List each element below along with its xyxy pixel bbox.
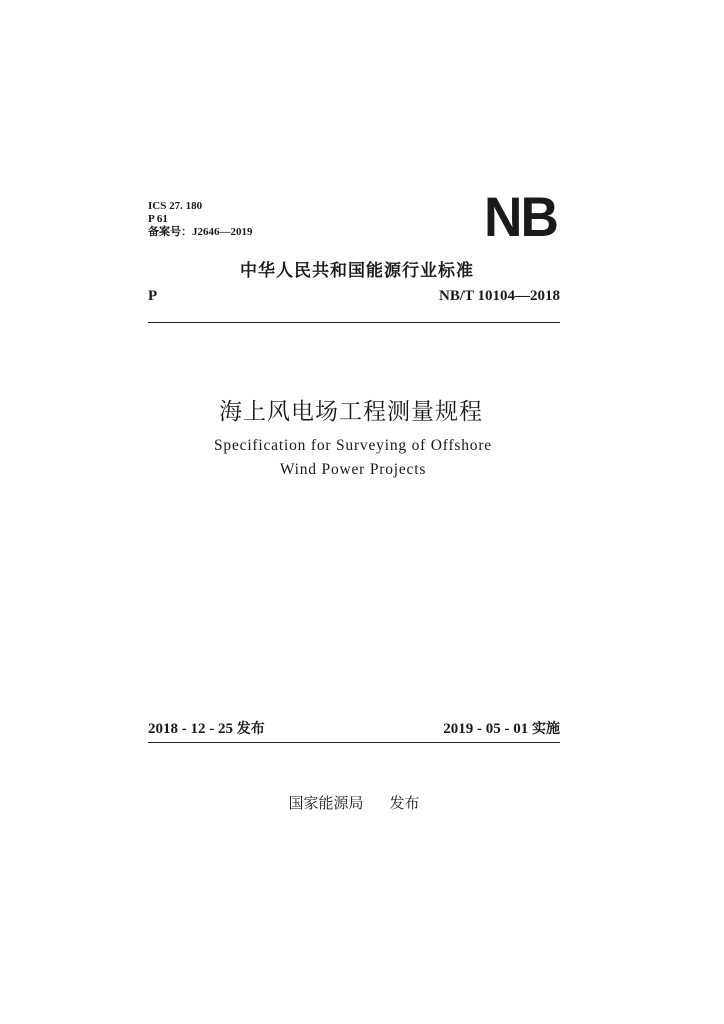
implementation-date — [443, 718, 560, 738]
issuer-line — [0, 792, 724, 813]
title-chinese — [0, 393, 724, 426]
bottom-divider — [148, 742, 560, 743]
standard-type-heading — [0, 256, 724, 281]
ics-code: ICS 27. 180 — [148, 200, 203, 212]
record-number: 备案号：J2646—2019 — [148, 226, 253, 238]
ccs-code: P 61 — [148, 213, 168, 225]
standard-number: NB/T 10104—2018 — [439, 288, 560, 304]
issuer-organization: 国家能源局 — [288, 794, 364, 812]
implementation-date-label: 实施 — [532, 721, 560, 737]
issue-date-label: 发布 — [236, 721, 265, 737]
standard-type-text: 中华人民共和国能源行业标准 — [240, 261, 474, 281]
nb-logo: NB — [484, 185, 558, 248]
implementation-date-value: 2019 - 05 - 01 — [443, 721, 529, 737]
top-divider — [148, 322, 560, 323]
issue-date-value: 2018 - 12 - 25 — [148, 721, 233, 737]
issue-date — [148, 718, 265, 738]
title-english — [0, 434, 724, 482]
title-chinese-text: 海上风电场工程测量规程 — [219, 399, 483, 425]
class-letter: P — [148, 288, 158, 304]
classification-block — [148, 200, 253, 239]
title-english-line-1: Specification for Surveying of Offshore — [214, 437, 492, 454]
title-english-line-2: Wind Power Projects — [279, 461, 427, 478]
issuer-action: 发布 — [389, 794, 420, 812]
